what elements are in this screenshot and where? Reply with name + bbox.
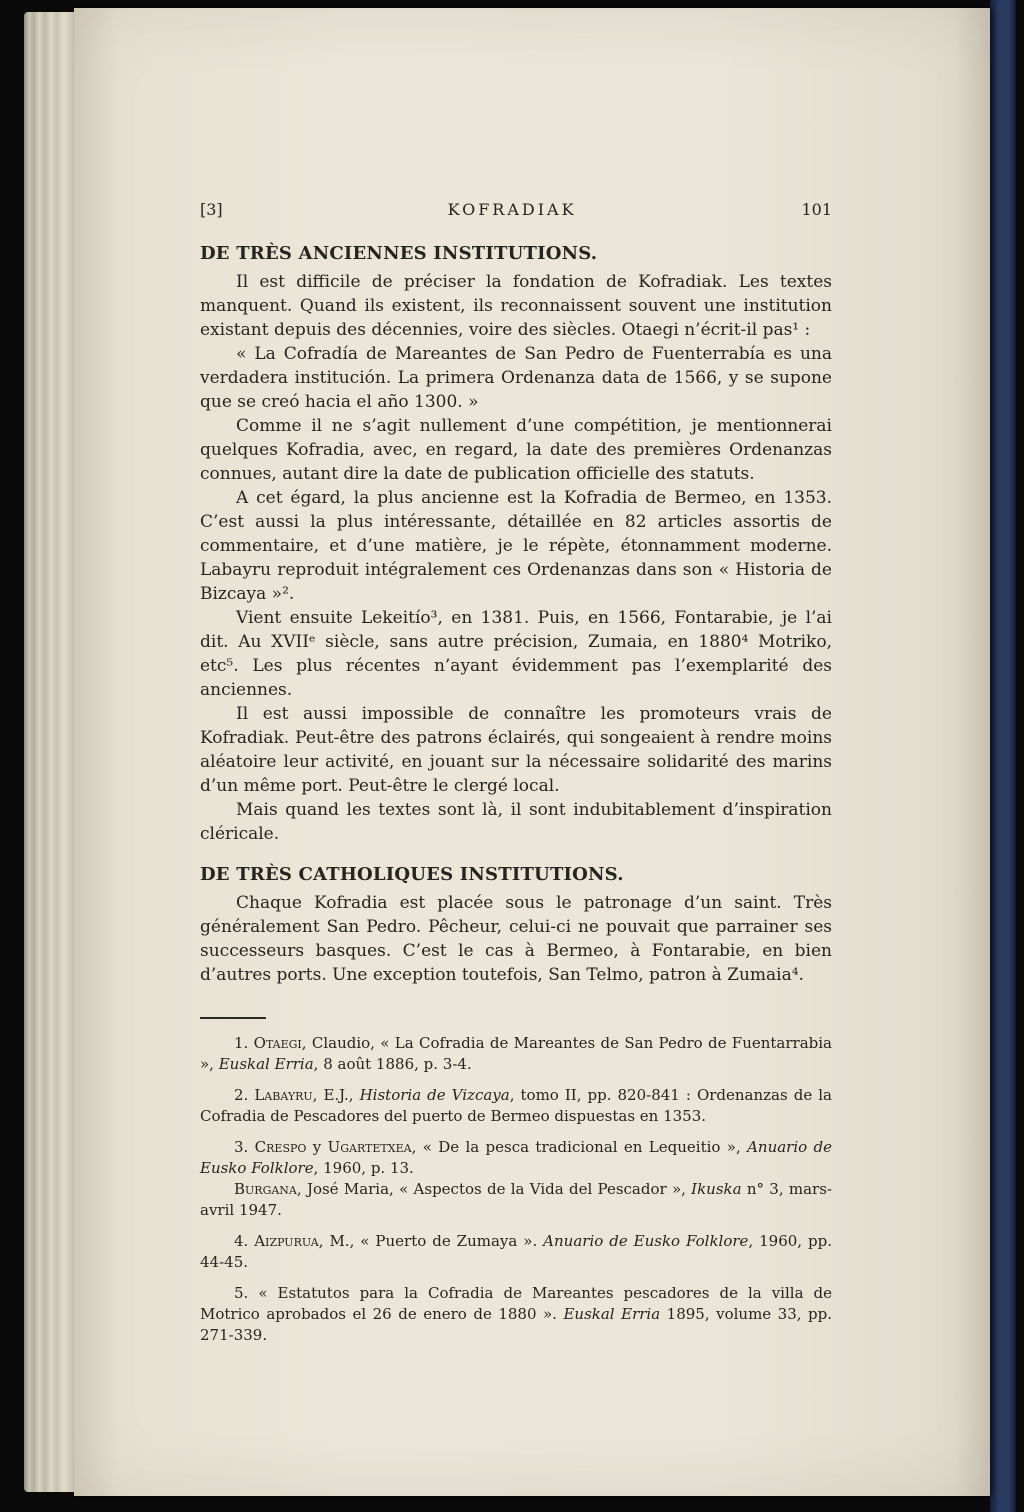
footnote-text-segment: , 8 août 1886, p. 3-4. — [313, 1055, 472, 1073]
running-head — [200, 200, 832, 219]
footnote-text-segment: 3. — [234, 1138, 255, 1156]
footnote-2 — [200, 1085, 832, 1127]
footnote-text-segment: , E.J., — [312, 1086, 360, 1104]
page-content — [74, 8, 990, 1496]
paragraph: Il est difficile de préciser la fondation de Kofradiak. Les textes manquent. Quand ils existent, ils reconnaissent souvent une institution existant depuis des décennies, voire des siècles. Otaegi n’écrit-il pas¹ : — [200, 272, 832, 340]
header-running-title: KOFRADIAK — [447, 200, 577, 219]
book-page-edges — [24, 12, 76, 1492]
paragraph: Chaque Kofradia est placée sous le patronage d’un saint. Très généralement San Pedro. Pêcheur, celui-ci ne pouvait que parrainer ses successeurs basques. C’est le cas à Bermeo, à Fontarabie, en bien d’autres ports. Une exception toutefois, San Telmo, patron à Zumaia⁴. — [200, 893, 832, 985]
footnote-3-continuation — [200, 1179, 832, 1221]
footnote-text-segment: , Claudio, « La Cofradia de Mareantes de San Pedro de Fuentarrabia », — [200, 1034, 832, 1073]
footnote-text-segment: Ugartetxea — [327, 1138, 412, 1156]
footnote-text-segment: 5. « Estatutos para la Cofradia de Mareantes pescadores de la villa de Motrico aprobados el 26 de enero de 1880 ». — [200, 1284, 832, 1323]
footnote-text-segment: Euskal Erria — [218, 1055, 314, 1073]
book-page — [74, 8, 990, 1496]
footnote-text-segment: , José Maria, « Aspectos de la Vida del Pescador », — [296, 1180, 692, 1198]
footnote-text-segment: Labayru — [254, 1086, 313, 1104]
footnote-1 — [200, 1033, 832, 1075]
footnote-text-segment: , 1960, pp. 44-45. — [200, 1232, 832, 1271]
footnote-text-segment: Historia de Vizcaya — [359, 1086, 510, 1104]
footnote-text-segment: , 1960, p. 13. — [313, 1159, 414, 1177]
footnote-text-segment: Burgana — [234, 1180, 297, 1198]
footnote-text-segment: Euskal Erria — [563, 1305, 661, 1323]
footnote-3 — [200, 1137, 832, 1179]
header-section-number: [3] — [200, 200, 223, 219]
footnote-text-segment: 1895, volume 33, pp. 271-339. — [200, 1305, 833, 1344]
footnote-text-segment: Anuario de Eusko Folklore — [543, 1232, 749, 1250]
header-page-number: 101 — [801, 200, 832, 219]
footnote-4 — [200, 1231, 832, 1273]
paragraph: Il est aussi impossible de connaître les promoteurs vrais de Kofradiak. Peut-être des patrons éclairés, qui songeaient à rendre moins aléatoire leur activité, en jouant sur la nécessaire solidarité des marins d’un même port. Peut-être le clergé local. — [200, 704, 832, 796]
footnote-text-segment: , M., « Puerto de Zumaya ». — [318, 1232, 544, 1250]
footnote-text-segment: Aizpurua — [254, 1232, 319, 1250]
footnote-text-segment: 2. — [234, 1086, 255, 1104]
paragraph: Comme il ne s’agit nullement d’une compétition, je mentionnerai quelques Kofradia, avec, en regard, la date des premières Ordenanzas connues, autant dire la date de publication officielle des statuts. — [200, 416, 832, 484]
footnote-text-segment: 4. — [234, 1232, 255, 1250]
paragraph: A cet égard, la plus ancienne est la Kofradia de Bermeo, en 1353. C’est aussi la plus intéressante, détaillée en 82 articles assortis de commentaire, et d’une matière, je le répète, étonnamment moderne. Labayru reproduit intégralement ces Ordenanzas dans son « Historia de Bizcaya »². — [200, 488, 832, 604]
footnote-text-segment: Crespo — [254, 1138, 307, 1156]
footnote-text-segment: , tomo II, pp. 820-841 : Ordenanzas de la Cofradia de Pescadores del puerto de Bermeo dispuestas en 1353. — [200, 1086, 832, 1125]
footnote-text-segment: , « De la pesca tradicional en Lequeitio », — [411, 1138, 748, 1156]
section-heading-anciennes: DE TRÈS ANCIENNES INSTITUTIONS. — [200, 243, 598, 264]
section-heading-catholiques: DE TRÈS CATHOLIQUES INSTITUTIONS. — [200, 864, 624, 885]
footnote-text-segment: Ikuska — [691, 1180, 742, 1198]
paragraph: Vient ensuite Lekeitío³, en 1381. Puis, en 1566, Fontarabie, je l’ai dit. Au XVIIᵉ siècle, sans autre précision, Zumaia, en 1880⁴ Motriko, etc⁵. Les plus récentes n’ayant évidemment pas l’exemplarité des anciennes. — [200, 608, 832, 700]
footnote-text-segment: Otaegi — [253, 1034, 302, 1052]
paragraph: Mais quand les textes sont là, il sont indubitablement d’inspiration cléricale. — [200, 800, 832, 844]
footnote-text-segment: n° 3, mars-avril 1947. — [200, 1180, 832, 1219]
footnote-5 — [200, 1283, 832, 1346]
paragraph-quote: « La Cofradía de Mareantes de San Pedro de Fuenterrabía es una verdadera institución. La primera Ordenanza data de 1566, y se supone que se creó hacia el año 1300. » — [200, 344, 832, 412]
footnote-text-segment: y — [306, 1138, 328, 1156]
book-cover-edge — [990, 0, 1016, 1512]
footnote-rule — [200, 1017, 266, 1019]
footnote-text-segment: 1. — [234, 1034, 254, 1052]
footnote-text-segment: Anuario de Eusko Folklore — [200, 1138, 832, 1177]
